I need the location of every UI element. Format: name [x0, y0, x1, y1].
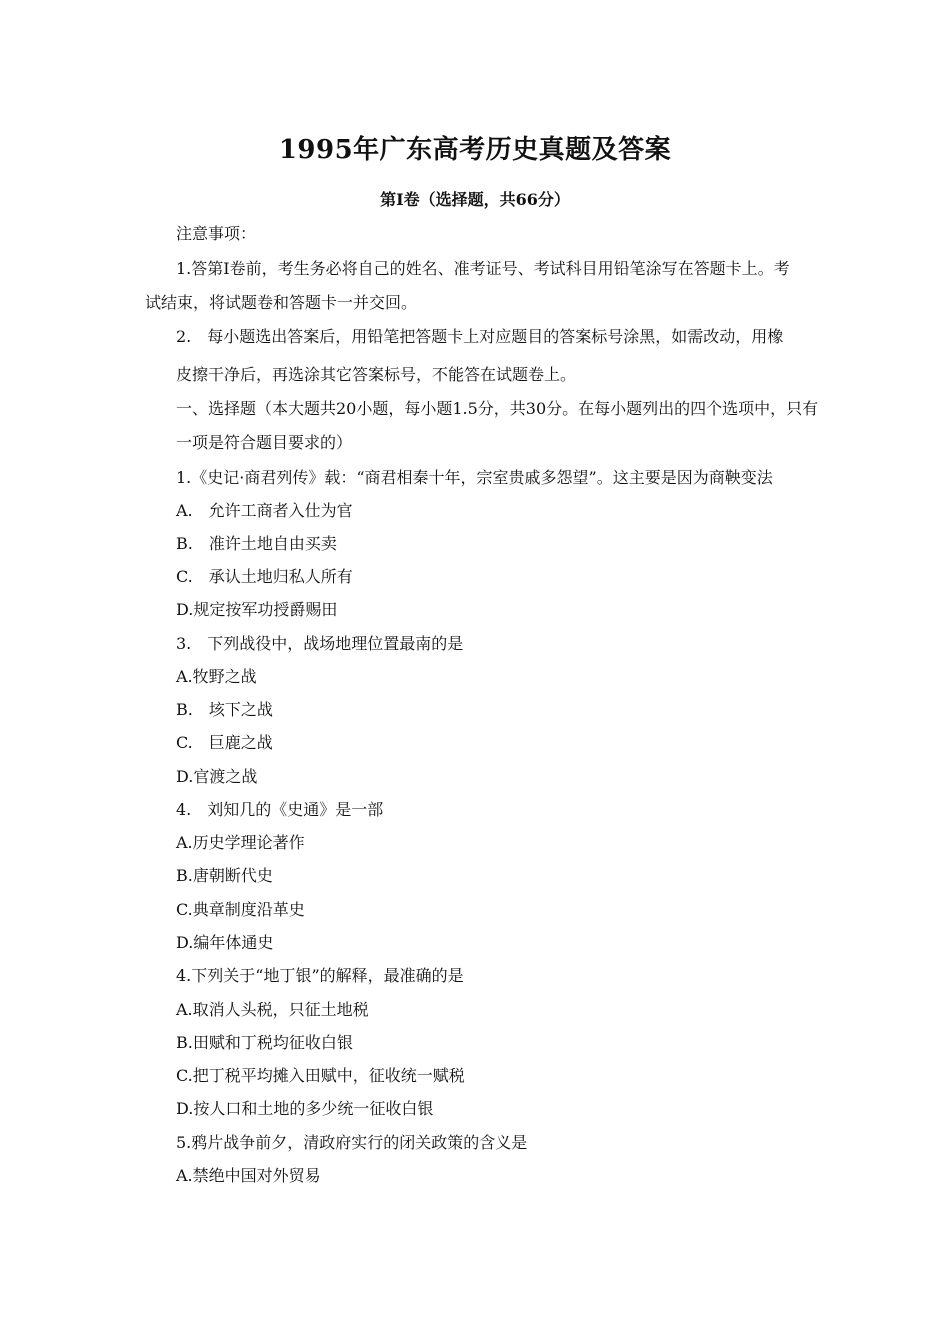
- question-4b: 4.下列关于“地丁银”的解释，最准确的是: [176, 966, 464, 985]
- notice-item-1-cont: 试结束，将试题卷和答题卡一并交回。: [145, 293, 418, 312]
- section-subtitle: 第Ⅰ卷（选择题，共66分）: [380, 190, 570, 209]
- question-1-option-c: C. 承认土地归私人所有: [176, 567, 353, 586]
- question-1-option-b: B. 准许土地自由买卖: [176, 534, 337, 553]
- question-3-option-d: D.官渡之战: [176, 767, 258, 786]
- question-1-option-d: D.规定按军功授爵赐田: [176, 600, 338, 619]
- question-4b-option-b: B.田赋和丁税均征收白银: [176, 1033, 353, 1052]
- notice-item-1: 1.答第Ⅰ卷前，考生务必将自己的姓名、准考证号、考试科目用铅笔涂写在答题卡上。考: [176, 259, 790, 278]
- question-3-option-a: A.牧野之战: [176, 667, 257, 686]
- question-4b-option-a: A.取消人头税，只征土地税: [176, 1000, 369, 1019]
- question-4b-option-c: C.把丁税平均摊入田赋中，征收统一赋税: [176, 1066, 465, 1085]
- question-4a-option-b: B.唐朝断代史: [176, 866, 273, 885]
- notice-item-2: 2. 每小题选出答案后，用铅笔把答题卡上对应题目的答案标号涂黑，如需改动，用橡: [176, 327, 784, 346]
- question-3: 3. 下列战役中，战场地理位置最南的是: [176, 634, 464, 653]
- question-4b-option-d: D.按人口和土地的多少统一征收白银: [176, 1099, 434, 1118]
- section-instructions: 一、选择题（本大题共20小题，每小题1.5分，共30分。在每小题列出的四个选项中，只有: [176, 399, 819, 418]
- question-4a-option-d: D.编年体通史: [176, 933, 274, 952]
- question-1: 1.《史记·商君列传》载：“商君相秦十年，宗室贵戚多怨望”。这主要是因为商鞅变法: [176, 468, 773, 487]
- question-1-option-a: A. 允许工商者入仕为官: [176, 501, 353, 520]
- question-4a: 4. 刘知几的《史通》是一部: [176, 800, 384, 819]
- notice-heading: 注意事项：: [176, 224, 257, 243]
- question-5: 5.鸦片战争前夕，清政府实行的闭关政策的含义是: [176, 1133, 528, 1152]
- question-4a-option-c: C.典章制度沿革史: [176, 900, 305, 919]
- section-instructions-cont: 一项是符合题目要求的）: [176, 433, 353, 452]
- question-3-option-c: C. 巨鹿之战: [176, 733, 273, 752]
- question-3-option-b: B. 垓下之战: [176, 700, 273, 719]
- notice-item-2-cont: 皮擦干净后，再选涂其它答案标号，不能答在试题卷上。: [176, 365, 577, 384]
- question-5-option-a: A.禁绝中国对外贸易: [176, 1166, 321, 1185]
- question-4a-option-a: A.历史学理论著作: [176, 833, 305, 852]
- document-title: 1995年广东高考历史真题及答案: [278, 135, 672, 165]
